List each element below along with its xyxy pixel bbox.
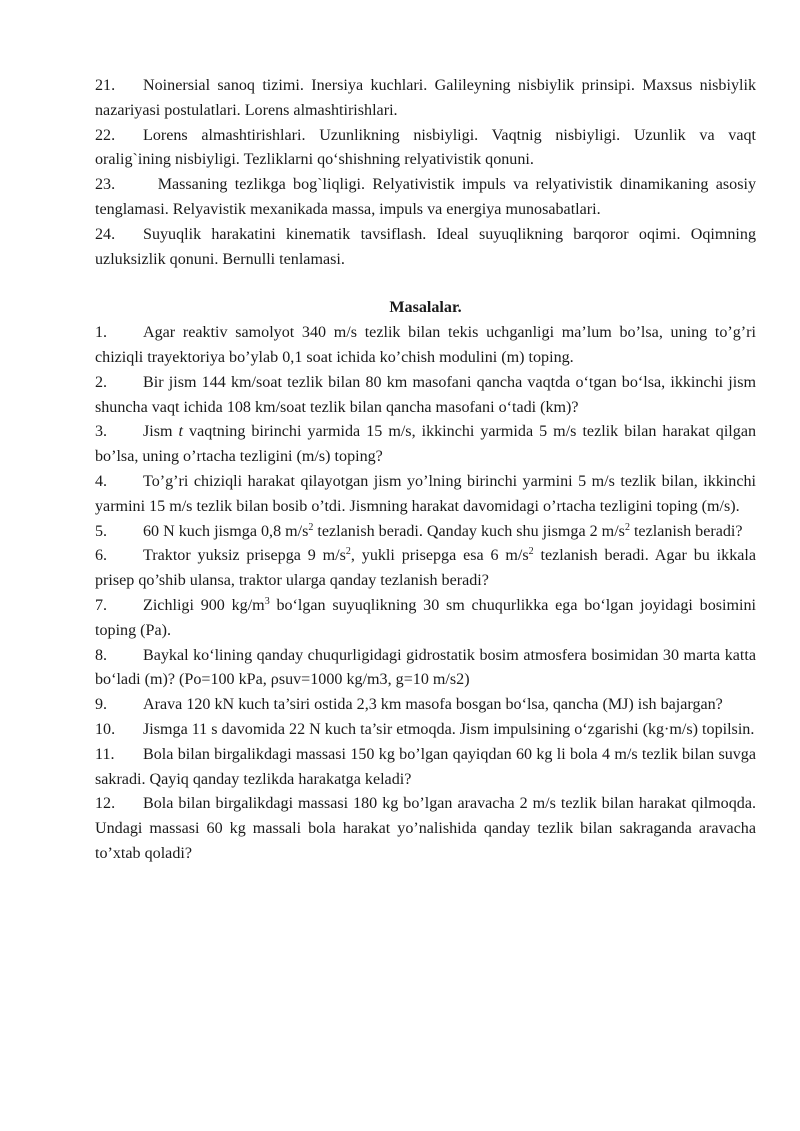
problem-item-10 <box>95 718 756 743</box>
exponent: 2 <box>624 521 630 533</box>
problem-number: 3. <box>95 423 108 441</box>
problem-number: 5. <box>95 522 108 540</box>
problem-text-part: vaqtning birinchi yarmida 15 m/s, ikkinchi yarmida 5 m/s tezlik bilan harakat qilgan bo’lsa, uning o’rtacha tezligini (m/s) toping? <box>95 423 757 466</box>
time-variable: t <box>178 423 184 441</box>
topic-number: 24. <box>95 225 116 243</box>
topic-text: Lorens almashtirishlari. Uzunlikning nisbiyligi. Vaqtnig nisbiyligi. Uzunlik va vaqt oralig`ining nisbiyligi. Tezliklarni qo‘shishning relyativistik qonuni. <box>95 126 756 169</box>
problem-text-part: tezlanish beradi. Qanday kuch shu jismga 2 m/s <box>313 522 625 540</box>
problem-number: 11. <box>95 745 115 763</box>
problem-text: Bola bilan birgalikdagi massasi 180 kg bo’lgan aravacha 2 m/s tezlik bilan harakat qilmoqda. Undagi massasi 60 kg massali bola harakat yo’nalishida qanday tezlik bilan sakraganda aravacha to’xtab qoladi? <box>95 795 756 862</box>
topic-number: 21. <box>95 77 116 94</box>
problem-text-part: , yukli prisepga esa 6 m/s <box>350 547 529 565</box>
problem-text-part: bo‘lgan suyuqlikning 30 sm chuqurlikka ega bo‘lgan joyidagi bosimini toping (Pa). <box>95 596 756 639</box>
problem-item-2 <box>95 371 756 421</box>
problem-number: 7. <box>95 596 108 614</box>
problem-item-1 <box>95 321 756 371</box>
section-heading: Masalalar. <box>389 299 462 317</box>
problem-item-7 <box>95 594 756 644</box>
topic-number: 23. <box>95 176 116 194</box>
exponent: 2 <box>308 521 314 533</box>
problem-text: Bir jism 144 km/soat tezlik bilan 80 km masofani qancha vaqtda o‘tgan bo‘lsa, ikkinchi jism shuncha vaqt ichida 108 km/soat tezlik bilan qancha masofani o‘tadi (km)? <box>95 373 756 416</box>
problem-text: Arava 120 kN kuch ta’siri ostida 2,3 km masofa bosgan bo‘lsa, qancha (MJ) ish bajargan? <box>143 696 723 714</box>
topic-item-21 <box>95 74 756 124</box>
topic-text: Massaning tezlikga bog`liqligi. Relyativistik impuls va relyativistik dinamikaning asosiy tenglamasi. Relyavistik mexanikada massa, impuls va energiya munosabatlari. <box>95 176 761 218</box>
topic-text: Noinersial sanoq tizimi. Inersiya kuchlari. Galileyning nisbiylik prinsipi. Maxsus nisbiylik nazariyasi postulatlari. Lorens almashtirishlari. <box>95 77 756 119</box>
problem-item-9 <box>95 693 756 718</box>
problem-item-12 <box>95 792 756 866</box>
problem-text: Agar reaktiv samolyot 340 m/s tezlik bilan tekis uchganligi ma’lum bo’lsa, uning to’g’ri chiziqli trayektoriya bo’ylab 0,1 soat ichida ko’chish modulini (m) toping. <box>95 324 756 366</box>
topic-item-24 <box>95 223 756 273</box>
problem-number: 12. <box>95 795 116 813</box>
problem-text-part: 60 N kuch jismga 0,8 m/s <box>143 522 309 540</box>
problem-number: 10. <box>95 720 116 738</box>
problem-item-6 <box>95 544 756 594</box>
exponent: 2 <box>528 546 534 558</box>
problem-item-8 <box>95 644 756 694</box>
problem-number: 8. <box>95 646 108 664</box>
problem-text-part: Zichligi 900 kg/m <box>143 596 265 614</box>
problem-item-4 <box>95 470 756 520</box>
problem-item-3 <box>95 420 756 470</box>
problem-item-11 <box>95 743 756 793</box>
topic-item-23 <box>95 173 761 223</box>
exponent: 3 <box>264 595 270 607</box>
problem-text-part: Traktor yuksiz prisepga 9 m/s <box>143 547 346 565</box>
problem-number: 1. <box>95 324 108 342</box>
problem-number: 2. <box>95 373 108 391</box>
problem-text-part: tezlanish beradi? <box>629 522 743 540</box>
problem-text: To’g’ri chiziqli harakat qilayotgan jism yo’lning birinchi yarmini 5 m/s tezlik bilan, ikkinchi yarmini 15 m/s tezlik bilan bosib o’tdi. Jismning harakat davomidagi o’rtacha tezligini toping (m/s). <box>95 472 756 515</box>
problem-item-5 <box>95 520 756 545</box>
document-page <box>95 74 761 867</box>
exponent: 2 <box>345 546 351 558</box>
problem-number: 9. <box>95 696 108 714</box>
problem-text: Baykal ko‘lining qanday chuqurligidagi gidrostatik bosim atmosfera bosimidan 30 marta katta bo‘ladi (m)? (Po=100 kPa, ρsuv=1000 kg/m3, g=10 m/s2) <box>95 646 756 689</box>
problem-number: 6. <box>95 547 108 565</box>
problem-text: Bola bilan birgalikdagi massasi 150 kg bo’lgan qayiqdan 60 kg li bola 4 m/s tezlik bilan suvga sakradi. Qayiq qanday tezlikda harakatga keladi? <box>95 745 756 788</box>
topic-number: 22. <box>95 126 116 144</box>
problem-text-part: Jism <box>143 423 179 441</box>
problem-text-part: tezlanish beradi. Agar bu ikkala prisep qo’shib ulansa, traktor ularga qanday tezlanish beradi? <box>95 547 757 590</box>
topic-text: Suyuqlik harakatini kinematik tavsiflash. Ideal suyuqlikning barqoror oqimi. Oqimning uzluksizlik qonuni. Bernulli tenlamasi. <box>95 225 756 268</box>
problem-text: Jismga 11 s davomida 22 N kuch ta’sir etmoqda. Jism impulsining o‘zgarishi (kg·m/s) topilsin. <box>143 720 755 738</box>
topic-item-22 <box>95 124 756 174</box>
problem-number: 4. <box>95 472 108 490</box>
